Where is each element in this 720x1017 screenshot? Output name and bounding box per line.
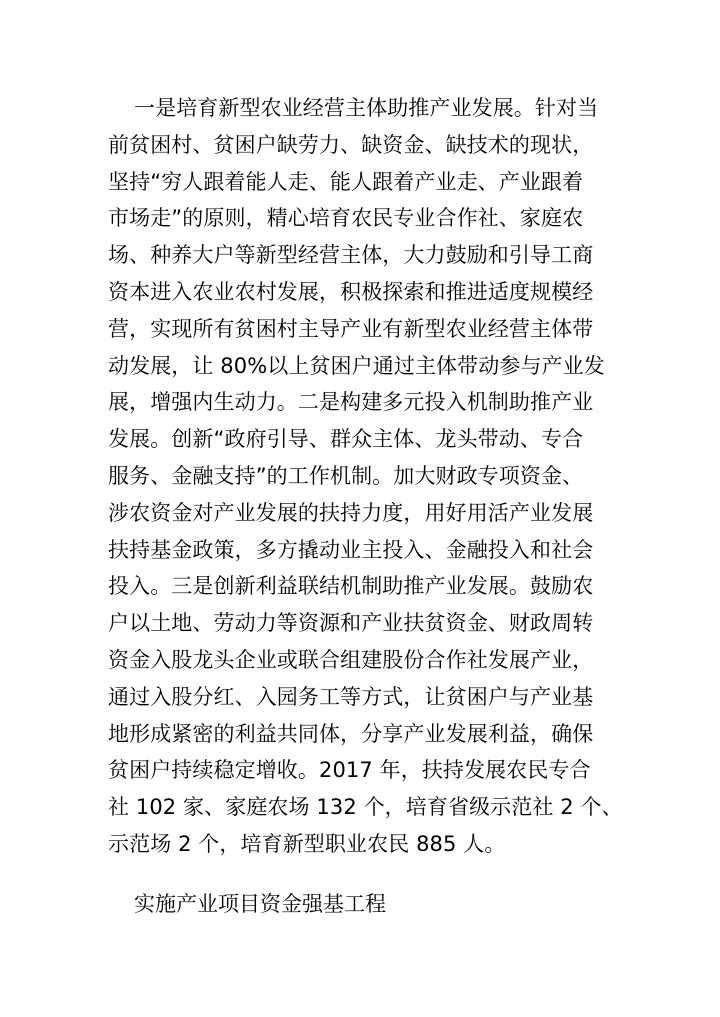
paragraph-line: 通过入股分红、入园务工等方式，让贫困户与产业基 xyxy=(108,684,594,709)
paragraph-line: 示范场 2 个，培育新型职业农民 885 人。 xyxy=(108,831,506,856)
paragraph-line: 资金入股龙头企业或联合组建股份合作社发展产业， xyxy=(108,647,594,672)
paragraph-line: 前贫困村、贫困户缺劳力、缺资金、缺技术的现状， xyxy=(108,132,594,157)
paragraph-line: 地形成紧密的利益共同体，分享产业发展利益，确保 xyxy=(108,721,594,746)
paragraph-line: 场、种养大户等新型经营主体，大力鼓励和引导工商 xyxy=(108,243,594,268)
paragraph-line: 营，实现所有贫困村主导产业有新型农业经营主体带 xyxy=(108,316,594,341)
paragraph-line: 扶持基金政策，多方撬动业主投入、金融投入和社会 xyxy=(108,537,594,562)
body-paragraph xyxy=(108,90,623,863)
paragraph-line: 社 102 家、家庭农场 132 个，培育省级示范社 2 个、 xyxy=(108,795,623,820)
paragraph-line: 涉农资金对产业发展的扶持力度，用好用活产业发展 xyxy=(108,500,594,525)
paragraph-line: 市场走”的原则，精心培育农民专业合作社、家庭农 xyxy=(108,206,584,231)
paragraph-line: 发展。创新“政府引导、群众主体、龙头带动、专合 xyxy=(108,427,584,452)
paragraph-line: 一是培育新型农业经营主体助推产业发展。针对当 xyxy=(134,96,599,120)
paragraph-line: 贫困户持续稳定增收。2017 年，扶持发展农民专合 xyxy=(108,758,591,783)
paragraph-line: 展，增强内生动力。二是构建多元投入机制助推产业 xyxy=(108,390,594,415)
section-heading: 实施产业项目资金强基工程 xyxy=(134,892,386,916)
paragraph-line: 户以土地、劳动力等资源和产业扶贫资金、财政周转 xyxy=(108,611,594,636)
paragraph-line: 动发展，让 80%以上贫困户通过主体带动参与产业发 xyxy=(108,353,605,378)
paragraph-line: 坚持“穷人跟着能人走、能人跟着产业走、产业跟着 xyxy=(108,169,584,194)
paragraph-line: 投入。三是创新利益联结机制助推产业发展。鼓励农 xyxy=(108,574,594,599)
paragraph-line: 服务、金融支持”的工作机制。加大财政专项资金、 xyxy=(108,463,584,488)
paragraph-line: 资本进入农业农村发展，积极探索和推进适度规模经 xyxy=(108,279,594,304)
